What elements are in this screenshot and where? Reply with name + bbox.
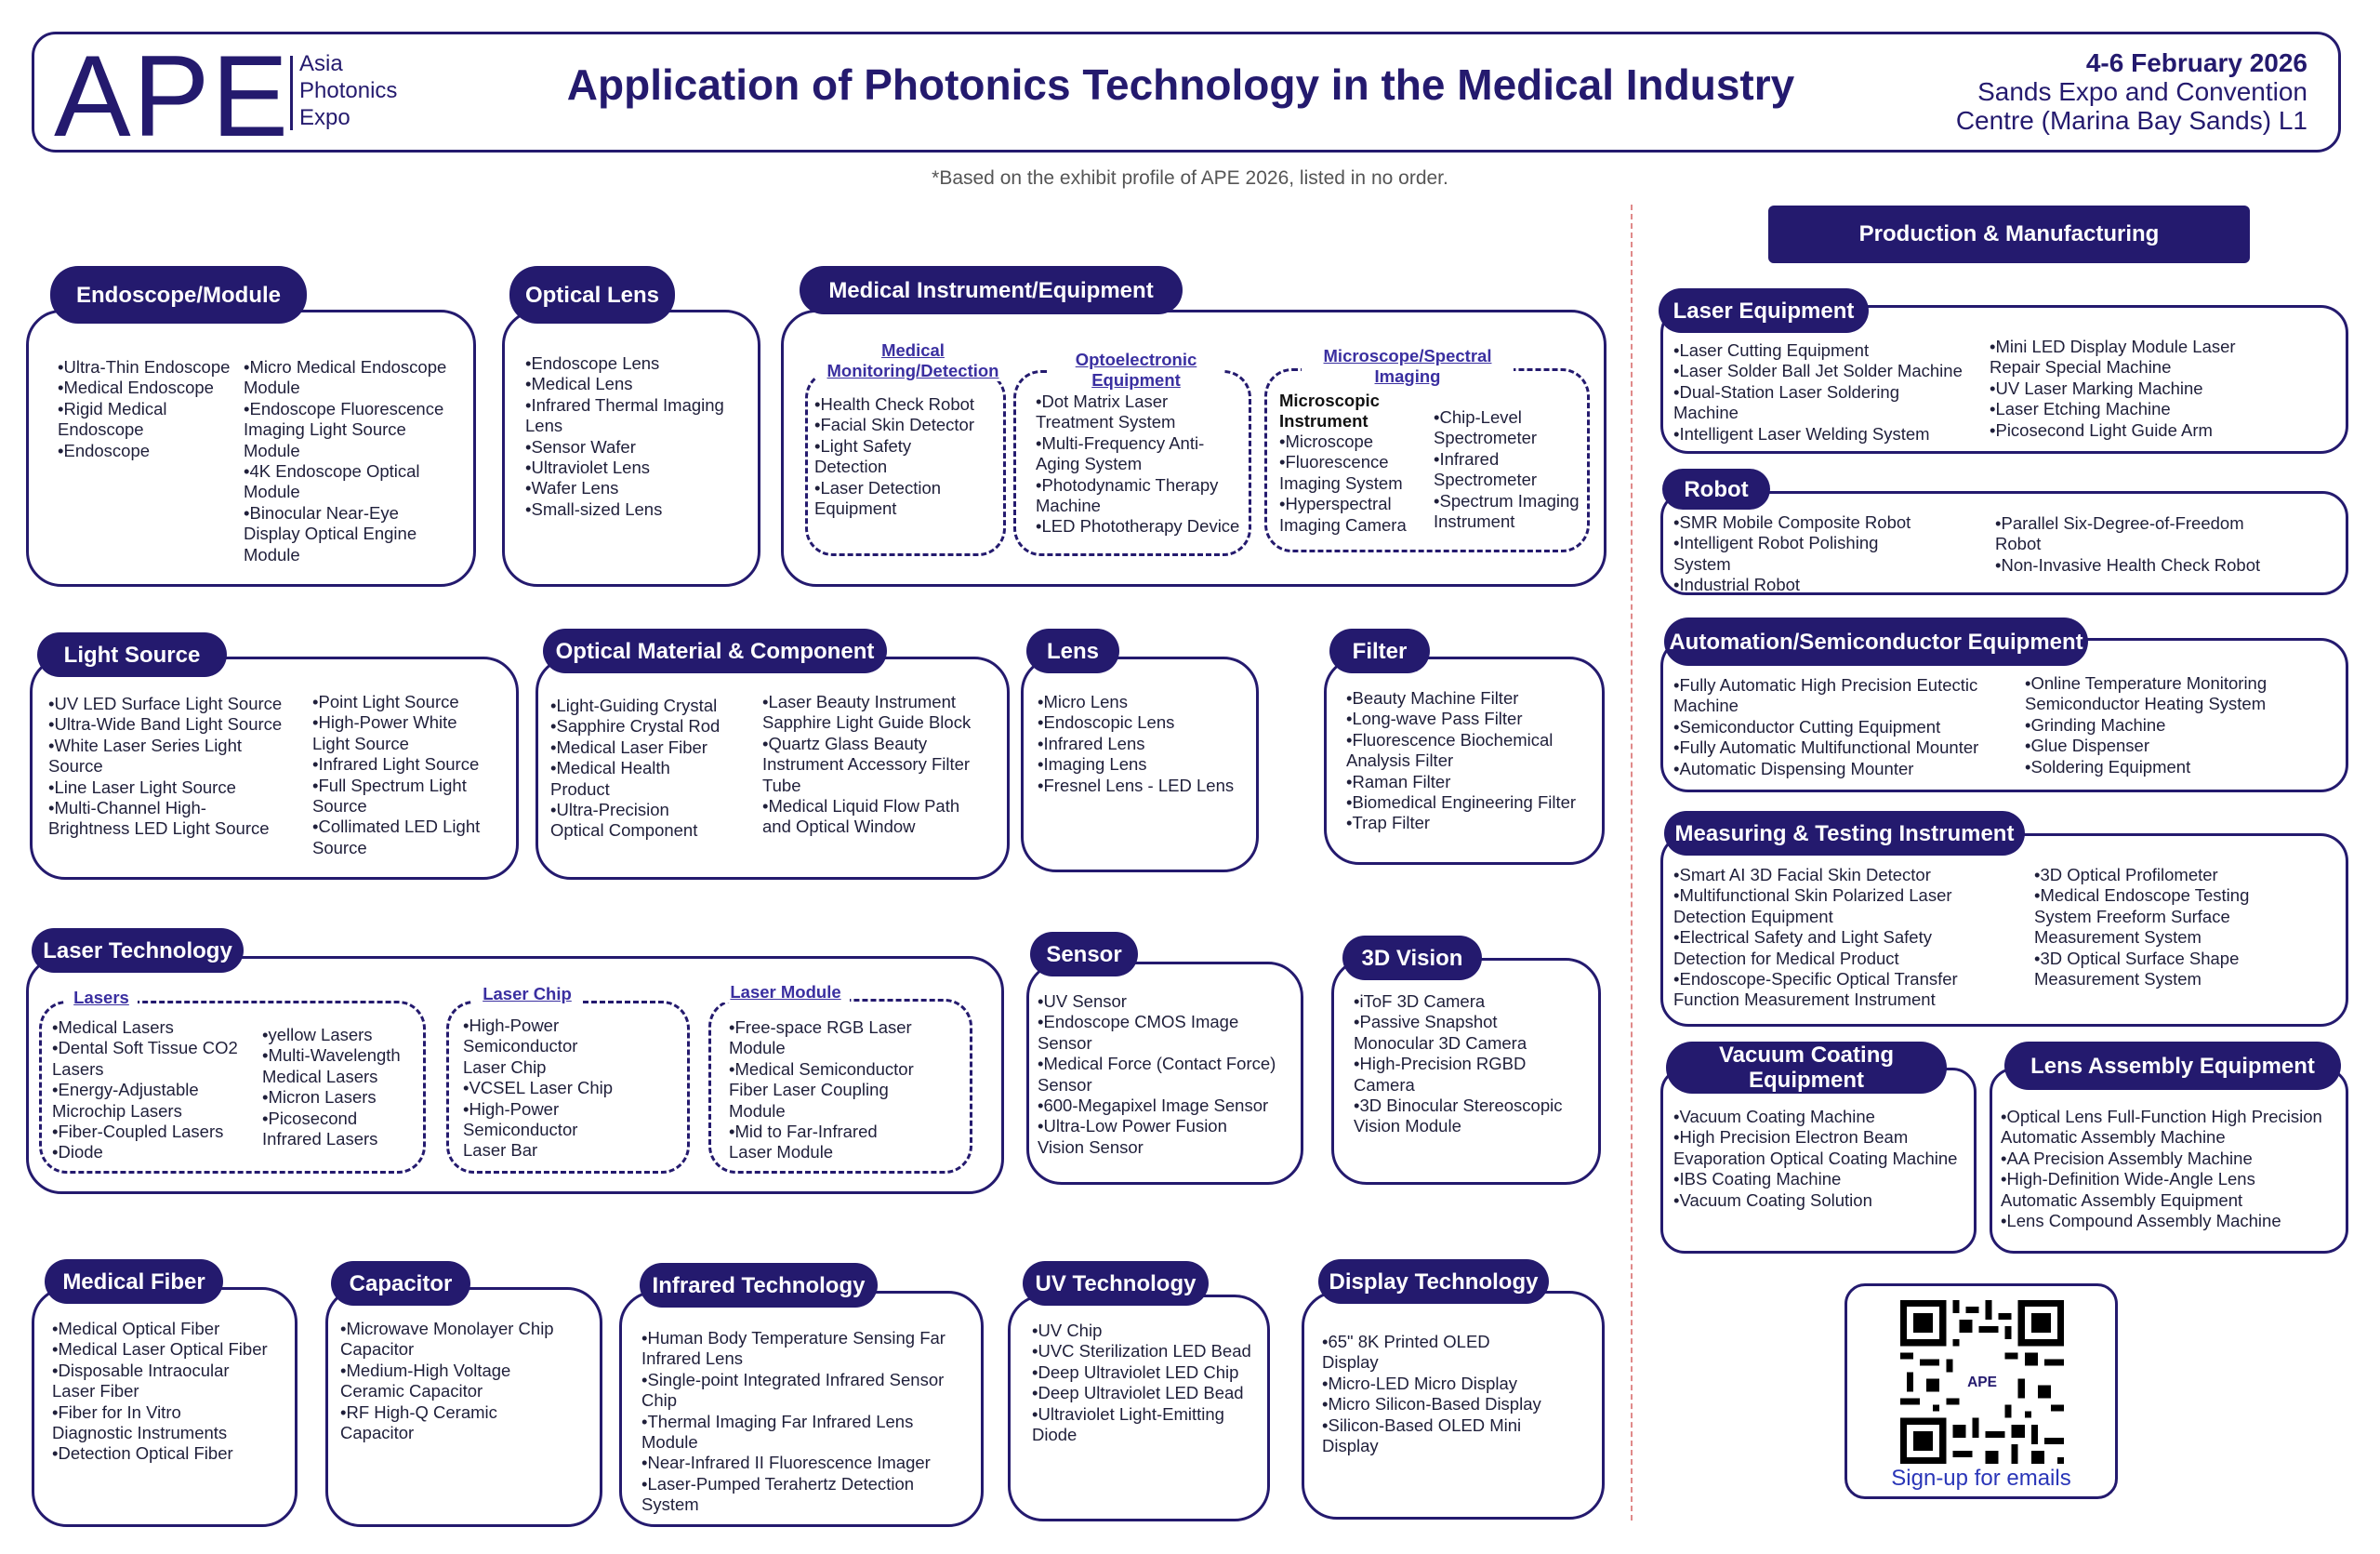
uv-list — [1032, 1321, 1268, 1445]
list-item: Semiconductor Heating System — [2025, 694, 2267, 714]
list-item: •Laser Cutting Equipment — [1673, 340, 1870, 360]
medical-fiber-list — [52, 1319, 296, 1465]
list-item: •Endoscope Lens — [525, 353, 660, 373]
page-title: Application of Photonics Technology in the Medical Industry — [566, 60, 1795, 109]
list-item: •Hyperspectral — [1279, 494, 1392, 514]
light-source-pill: Light Source — [37, 632, 227, 677]
optical-material-list-1 — [550, 696, 755, 842]
event-venue-line1: Sands Expo and Convention — [1977, 77, 2307, 106]
medical-monitoring-list — [814, 394, 1000, 519]
list-item: Laser Module — [729, 1142, 834, 1162]
microscope-list-1 — [1279, 432, 1428, 536]
list-item: •Infrared Lens — [1038, 733, 1145, 753]
list-item: •Dental Soft Tissue CO2 — [52, 1038, 238, 1058]
list-item: •Fiber for In Vitro — [52, 1401, 181, 1422]
sensor-pill: Sensor — [1030, 932, 1138, 976]
optical-lens-pill: Optical Lens — [509, 266, 675, 324]
list-item: •High-Power — [463, 1016, 560, 1035]
microscope-heading: Microscopic Instrument — [1279, 391, 1380, 432]
list-item: Equipment — [814, 498, 897, 519]
light-source-list-1 — [48, 694, 309, 840]
list-item: •Intelligent Laser Welding System — [1673, 423, 1930, 444]
display-list — [1322, 1332, 1601, 1456]
list-item: •Long-wave Pass Filter — [1346, 709, 1523, 729]
list-item: Detection — [814, 457, 888, 477]
list-item: •Infrared Light Source — [312, 754, 480, 775]
list-item: Machine — [1673, 696, 1739, 716]
list-item: •Laser Etching Machine — [1990, 399, 2171, 419]
list-item: •High-Definition Wide-Angle Lens — [2001, 1169, 2255, 1189]
list-item: •Industrial Robot — [1673, 575, 1801, 595]
list-item: •Full Spectrum Light — [312, 775, 467, 795]
list-item: Instrument — [1434, 511, 1515, 532]
list-item: Repair Special Machine — [1990, 357, 2172, 378]
list-item: •Deep Ultraviolet LED Bead — [1032, 1383, 1244, 1403]
list-item: •Ultraviolet Light-Emitting — [1032, 1403, 1224, 1424]
list-item: •Microwave Monolayer Chip — [340, 1319, 554, 1338]
robot-pill: Robot — [1662, 469, 1770, 510]
list-item: Laser Bar — [463, 1140, 538, 1161]
list-item: Imaging Light Source — [244, 419, 406, 440]
measuring-pill: Measuring & Testing Instrument — [1664, 811, 2025, 856]
list-item: •Picosecond Light Guide Arm — [1990, 419, 2213, 440]
list-item: •Small-sized Lens — [525, 498, 663, 519]
list-item: Imaging Camera — [1279, 514, 1407, 535]
list-item: Display — [1322, 1352, 1379, 1373]
capacitor-list — [340, 1319, 597, 1443]
measuring-list-2 — [2034, 865, 2341, 990]
list-item: •Chip-Level — [1434, 407, 1522, 427]
automation-list-2 — [2025, 673, 2341, 777]
vision-3d-list — [1354, 991, 1599, 1137]
list-item: Infrared Lasers — [262, 1129, 378, 1149]
list-item: •Ultra-Low Power Fusion — [1038, 1116, 1227, 1136]
capacitor-pill: Capacitor — [331, 1261, 470, 1306]
list-item: •Energy-Adjustable — [52, 1080, 199, 1100]
list-item: •Multi-Wavelength — [262, 1045, 401, 1066]
optoelectronic-title: Optoelectronic Equipment — [1049, 350, 1223, 391]
list-item: •Multi-Frequency Anti- — [1036, 432, 1205, 453]
list-item: •Single-point Integrated Infrared Sensor — [641, 1369, 945, 1389]
list-item: •Endoscope Fluorescence — [244, 398, 444, 418]
infrared-pill: Infrared Technology — [640, 1263, 878, 1308]
list-item: System Freeform Surface — [2034, 906, 2230, 926]
event-date: 4-6 February 2026 — [2085, 48, 2307, 77]
list-item: •Thermal Imaging Far Infrared Lens — [641, 1411, 914, 1431]
list-item: Measurement System — [2034, 927, 2202, 948]
list-item: Chip — [641, 1390, 678, 1411]
list-item: System — [641, 1494, 699, 1515]
list-item: •LED Phototherapy Device — [1036, 516, 1240, 537]
list-item: •iToF 3D Camera — [1354, 991, 1486, 1011]
light-source-list-2 — [312, 692, 508, 858]
automation-pill: Automation/Semiconductor Equipment — [1664, 618, 2088, 666]
vacuum-list — [1673, 1107, 1975, 1211]
list-item: •Ultra-Thin Endoscope — [58, 357, 231, 377]
list-item: Module — [244, 544, 300, 564]
sensor-list — [1038, 991, 1302, 1158]
list-item: Microchip Lasers — [52, 1100, 182, 1121]
list-item: and Optical Window — [762, 817, 916, 837]
list-item: •Laser Detection — [814, 477, 942, 498]
list-item: •3D Optical Surface Shape — [2034, 948, 2240, 968]
list-item: •Smart AI 3D Facial Skin Detector — [1673, 865, 1931, 884]
list-item: •Medical Optical Fiber — [52, 1319, 220, 1338]
list-item: •Grinding Machine — [2025, 714, 2166, 735]
list-item: •Medical Semiconductor — [729, 1058, 914, 1079]
lasers-list-1 — [52, 1017, 257, 1163]
laser-tech-pill: Laser Technology — [32, 928, 244, 973]
list-item: Monocular 3D Camera — [1354, 1032, 1527, 1053]
list-item: •Deep Ultraviolet LED Chip — [1032, 1361, 1239, 1382]
list-item: •Light Safety — [814, 435, 912, 456]
filter-pill: Filter — [1329, 629, 1430, 673]
list-item: •Dot Matrix Laser — [1036, 392, 1169, 411]
list-item: •Vacuum Coating Solution — [1673, 1189, 1872, 1210]
list-item: Vision Module — [1354, 1116, 1461, 1136]
list-item: Module — [729, 1100, 786, 1121]
lens-pill: Lens — [1026, 629, 1119, 673]
medical-instrument-pill: Medical Instrument/Equipment — [800, 266, 1183, 314]
display-pill: Display Technology — [1318, 1259, 1549, 1304]
list-item: •Picosecond — [262, 1108, 358, 1128]
vision-3d-pill: 3D Vision — [1342, 936, 1482, 980]
list-item: Laser Chip — [463, 1056, 547, 1077]
vacuum-pill: Vacuum Coating Equipment — [1666, 1042, 1947, 1094]
list-item: •Sapphire Crystal Rod — [550, 716, 721, 737]
list-item: •4K Endoscope Optical — [244, 461, 420, 482]
list-item: •Electrical Safety and Light Safety — [1673, 927, 1932, 948]
list-item: •Quartz Glass Beauty — [762, 733, 928, 753]
list-item: •Medical Lens — [525, 374, 633, 394]
robot-list-2 — [1995, 513, 2339, 576]
endoscope-list-1 — [58, 357, 244, 461]
laser-equipment-pill: Laser Equipment — [1659, 288, 1869, 333]
list-item: •Medical Liquid Flow Path — [762, 796, 960, 817]
list-item: •yellow Lasers — [262, 1025, 373, 1044]
list-item: •Health Check Robot — [814, 394, 975, 414]
list-item: •Glue Dispenser — [2025, 736, 2149, 756]
event-info — [1956, 48, 2307, 135]
list-item: •Medical Endoscope Testing — [2034, 885, 2250, 906]
list-item: Source — [312, 796, 367, 817]
list-item: •Sensor Wafer — [525, 436, 636, 457]
microscope-list-2 — [1434, 407, 1592, 532]
optical-material-list-2 — [762, 692, 995, 838]
laser-chip-list — [463, 1016, 677, 1162]
signup-link[interactable]: Sign-up for emails — [1891, 1466, 2071, 1491]
laser-equipment-list-2 — [1990, 337, 2343, 441]
list-item: •Light-Guiding Crystal — [550, 696, 718, 715]
list-item: •Fiber-Coupled Lasers — [52, 1122, 224, 1142]
list-item: •Micro Medical Endoscope — [244, 357, 447, 377]
list-item: •Imaging Lens — [1038, 754, 1147, 775]
list-item: Display Optical Engine — [244, 524, 417, 544]
list-item: Module — [244, 378, 300, 398]
list-item: •Detection Optical Fiber — [52, 1443, 233, 1464]
list-item: •Endoscope-Specific Optical Transfer — [1673, 969, 1958, 990]
list-item: •Photodynamic Therapy — [1036, 474, 1219, 495]
list-item: Diode — [1032, 1425, 1078, 1445]
list-item: •Laser Solder Ball Jet Solder Machine — [1673, 361, 1963, 381]
lens-list — [1038, 692, 1257, 796]
list-item: Camera — [1354, 1074, 1415, 1095]
list-item: •Endoscopic Lens — [1038, 712, 1175, 733]
qr-code[interactable] — [1900, 1300, 2064, 1464]
optoelectronic-list — [1036, 392, 1259, 538]
list-item: Lasers — [52, 1058, 104, 1079]
list-item: •Soldering Equipment — [2025, 756, 2191, 777]
list-item: •UV Chip — [1032, 1321, 1103, 1340]
list-item: Machine — [1673, 403, 1739, 423]
lens-assembly-list — [2001, 1107, 2345, 1231]
list-item: Light Source — [312, 733, 409, 753]
laser-chip-title: Laser Chip — [472, 984, 582, 1004]
list-item: •Trap Filter — [1346, 813, 1431, 833]
lasers-title: Lasers — [65, 988, 138, 1008]
lasers-list-2 — [262, 1025, 420, 1149]
optical-material-pill: Optical Material & Component — [543, 629, 887, 673]
list-item: •Fully Automatic High Precision Eutectic — [1673, 675, 1978, 695]
list-item: •Ultra-Precision — [550, 800, 669, 820]
list-item: •Micro Silicon-Based Display — [1322, 1394, 1541, 1415]
production-manufacturing-header: Production & Manufacturing — [1768, 206, 2250, 263]
list-item: Machine — [1036, 496, 1101, 516]
endoscope-list-2 — [244, 357, 467, 565]
list-item: •Free-space RGB Laser — [729, 1017, 912, 1037]
list-item: •High-Power White — [312, 712, 457, 733]
list-item: •AA Precision Assembly Machine — [2001, 1148, 2253, 1168]
list-item: •Mini LED Display Module Laser — [1990, 337, 2236, 356]
list-item: Detection Equipment — [1673, 906, 1833, 926]
list-item: •Fresnel Lens - LED Lens — [1038, 775, 1235, 795]
list-item: Lens — [525, 416, 563, 436]
list-item: •Spectrum Imaging — [1434, 490, 1580, 511]
list-item: •Dual-Station Laser Soldering — [1673, 381, 1900, 402]
list-item: •Biomedical Engineering Filter — [1346, 792, 1577, 813]
list-item: •White Laser Series Light — [48, 735, 243, 755]
list-item: •Micro Lens — [1038, 692, 1128, 711]
list-item: •Lens Compound Assembly Machine — [2001, 1211, 2281, 1231]
medical-monitoring-title: Medical Monitoring/Detection — [816, 340, 1010, 381]
list-item: •Microscope — [1279, 432, 1374, 451]
list-item: Brightness LED Light Source — [48, 818, 270, 839]
list-item: •UV LED Surface Light Source — [48, 694, 283, 713]
list-item: •Micro-LED Micro Display — [1322, 1373, 1518, 1393]
list-item: •Facial Skin Detector — [814, 415, 975, 435]
list-item: Imaging System — [1279, 472, 1403, 493]
lens-assembly-pill: Lens Assembly Equipment — [2004, 1042, 2341, 1090]
list-item: Endoscope — [58, 419, 144, 440]
list-item: •Automatic Dispensing Mounter — [1673, 758, 1914, 778]
list-item: •Mid to Far-Infrared — [729, 1122, 878, 1142]
microscope-title: Microscope/Spectral Imaging — [1302, 346, 1514, 387]
list-item: •Medical Health — [550, 758, 670, 778]
logo-divider — [290, 56, 293, 130]
list-item: Instrument Accessory Filter — [762, 754, 971, 775]
list-item: Capacitor — [340, 1423, 415, 1443]
list-item: Diagnostic Instruments — [52, 1423, 228, 1443]
list-item: Evaporation Optical Coating Machine — [1673, 1148, 1958, 1168]
list-item: •Parallel Six-Degree-of-Freedom — [1995, 513, 2244, 533]
list-item: Ceramic Capacitor — [340, 1381, 483, 1401]
list-item: Function Measurement Instrument — [1673, 990, 1936, 1010]
list-item: •Medical Force (Contact Force) — [1038, 1054, 1276, 1074]
list-item: •Non-Invasive Health Check Robot — [1995, 554, 2261, 575]
list-item: Robot — [1995, 534, 2042, 554]
list-item: •Near-Infrared II Fluorescence Imager — [641, 1453, 931, 1473]
list-item: Detection for Medical Product — [1673, 948, 1899, 968]
list-item: •Optical Lens Full-Function High Precision — [2001, 1107, 2322, 1126]
list-item: •High-Power — [463, 1098, 560, 1119]
optical-lens-list — [525, 353, 758, 520]
list-item: •Diode — [52, 1142, 103, 1162]
list-item: •UV Sensor — [1038, 991, 1127, 1011]
measuring-list-1 — [1673, 865, 2027, 1011]
list-item: •High-Precision RGBD — [1354, 1054, 1527, 1074]
filter-list — [1346, 688, 1597, 834]
laser-module-title: Laser Module — [721, 982, 850, 1003]
ape-logo: APE — [54, 33, 291, 161]
list-item: Module — [729, 1038, 786, 1058]
list-item: Module — [641, 1432, 698, 1453]
list-item: •Human Body Temperature Sensing Far — [641, 1328, 945, 1348]
automation-list-1 — [1673, 675, 2027, 779]
list-item: Vision Sensor — [1038, 1136, 1144, 1157]
list-item: Display — [1322, 1436, 1379, 1456]
list-item: •Multifunctional Skin Polarized Laser — [1673, 885, 1952, 906]
list-item: •Semiconductor Cutting Equipment — [1673, 716, 1941, 737]
list-item: Measurement System — [2034, 969, 2202, 990]
list-item: •Ultraviolet Lens — [525, 458, 650, 478]
disclaimer-note: *Based on the exhibit profile of APE 2026, listed in no order. — [932, 167, 1448, 189]
list-item: •3D Optical Profilometer — [2034, 865, 2218, 884]
list-item: •Beauty Machine Filter — [1346, 688, 1519, 708]
list-item: Laser Fiber — [52, 1381, 139, 1401]
list-item: •Medium-High Voltage — [340, 1360, 511, 1380]
list-item: •Infrared — [1434, 448, 1500, 469]
list-item: •Endoscope — [58, 440, 151, 460]
list-item: Capacitor — [340, 1339, 415, 1360]
list-item: •Rigid Medical — [58, 398, 167, 418]
list-item: •Binocular Near-Eye — [244, 502, 399, 523]
list-item: Infrared Lens — [641, 1348, 744, 1369]
laser-equipment-list-1 — [1673, 340, 1990, 445]
list-item: Semiconductor — [463, 1120, 578, 1140]
list-item: Automatic Assembly Machine — [2001, 1127, 2226, 1148]
list-item: •65" 8K Printed OLED — [1322, 1332, 1490, 1351]
list-item: Spectrometer — [1434, 470, 1538, 490]
list-item: Treatment System — [1036, 412, 1176, 432]
list-item: •600-Megapixel Image Sensor — [1038, 1096, 1269, 1116]
list-item: •Passive Snapshot — [1354, 1012, 1498, 1032]
list-item: Analysis Filter — [1346, 750, 1454, 771]
list-item: •VCSEL Laser Chip — [463, 1078, 614, 1098]
robot-list-1 — [1673, 512, 1990, 596]
list-item: Source — [312, 837, 367, 857]
list-item: •Intelligent Robot Polishing — [1673, 533, 1879, 553]
list-item: •Raman Filter — [1346, 771, 1451, 791]
list-item: Sensor — [1038, 1074, 1092, 1095]
list-item: •Laser Beauty Instrument — [762, 692, 957, 711]
list-item: •UV Laser Marking Machine — [1990, 378, 2203, 398]
list-item: •Multi-Channel High- — [48, 798, 206, 818]
list-item: •3D Binocular Stereoscopic — [1354, 1096, 1563, 1116]
infrared-list — [641, 1328, 982, 1516]
section-divider — [1631, 205, 1633, 1521]
medical-fiber-pill: Medical Fiber — [45, 1259, 223, 1304]
list-item: •SMR Mobile Composite Robot — [1673, 512, 1911, 532]
list-item: •Silicon-Based OLED Mini — [1322, 1415, 1522, 1435]
logo-subtitle: Asia Photonics Expo — [299, 51, 398, 130]
list-item: •Collimated LED Light — [312, 817, 481, 837]
list-item: •IBS Coating Machine — [1673, 1169, 1842, 1189]
endoscope-pill: Endoscope/Module — [50, 266, 307, 324]
list-item: •Endoscope CMOS Image — [1038, 1012, 1239, 1032]
list-item: Optical Component — [550, 820, 698, 841]
list-item: Module — [244, 482, 300, 502]
event-venue-line2: Centre (Marina Bay Sands) L1 — [1955, 106, 2307, 135]
list-item: Sensor — [1038, 1032, 1092, 1053]
qr-center-label: APE — [1967, 1374, 1997, 1390]
list-item: •RF High-Q Ceramic — [340, 1401, 497, 1422]
list-item: •Medical Laser Fiber — [550, 737, 707, 757]
list-item: •UVC Sterilization LED Bead — [1032, 1341, 1251, 1361]
list-item: •Disposable Intraocular — [52, 1360, 230, 1380]
list-item: •Medical Laser Optical Fiber — [52, 1339, 268, 1360]
list-item: •Fluorescence Biochemical — [1346, 729, 1554, 750]
list-item: •Medical Lasers — [52, 1017, 174, 1037]
list-item: Spectrometer — [1434, 428, 1538, 448]
list-item: •High Precision Electron Beam — [1673, 1127, 1909, 1148]
list-item: •Online Temperature Monitoring — [2025, 673, 2268, 693]
list-item: Product — [550, 778, 610, 799]
list-item: •Wafer Lens — [525, 478, 619, 498]
list-item: Aging System — [1036, 454, 1143, 474]
list-item: •Fully Automatic Multifunctional Mounter — [1673, 737, 1979, 758]
list-item: •Infrared Thermal Imaging — [525, 394, 724, 415]
list-item: •Micron Lasers — [262, 1087, 377, 1108]
list-item: Source — [48, 756, 103, 777]
laser-module-list — [729, 1017, 961, 1163]
uv-pill: UV Technology — [1023, 1261, 1209, 1306]
list-item: •Vacuum Coating Machine — [1673, 1107, 1875, 1126]
list-item: Semiconductor — [463, 1036, 578, 1056]
list-item: Tube — [762, 775, 801, 795]
list-item: Fiber Laser Coupling — [729, 1080, 889, 1100]
list-item: Automatic Assembly Equipment — [2001, 1189, 2243, 1210]
list-item: •Laser-Pumped Terahertz Detection — [641, 1473, 915, 1494]
list-item: •Fluorescence — [1279, 452, 1389, 472]
list-item: •Point Light Source — [312, 692, 459, 711]
list-item: Sapphire Light Guide Block — [762, 712, 972, 733]
list-item: •Line Laser Light Source — [48, 777, 236, 797]
list-item: •Medical Endoscope — [58, 378, 214, 398]
list-item: Module — [244, 440, 300, 460]
list-item: Medical Lasers — [262, 1066, 378, 1086]
list-item: •Ultra-Wide Band Light Source — [48, 714, 283, 735]
list-item: System — [1673, 553, 1731, 574]
